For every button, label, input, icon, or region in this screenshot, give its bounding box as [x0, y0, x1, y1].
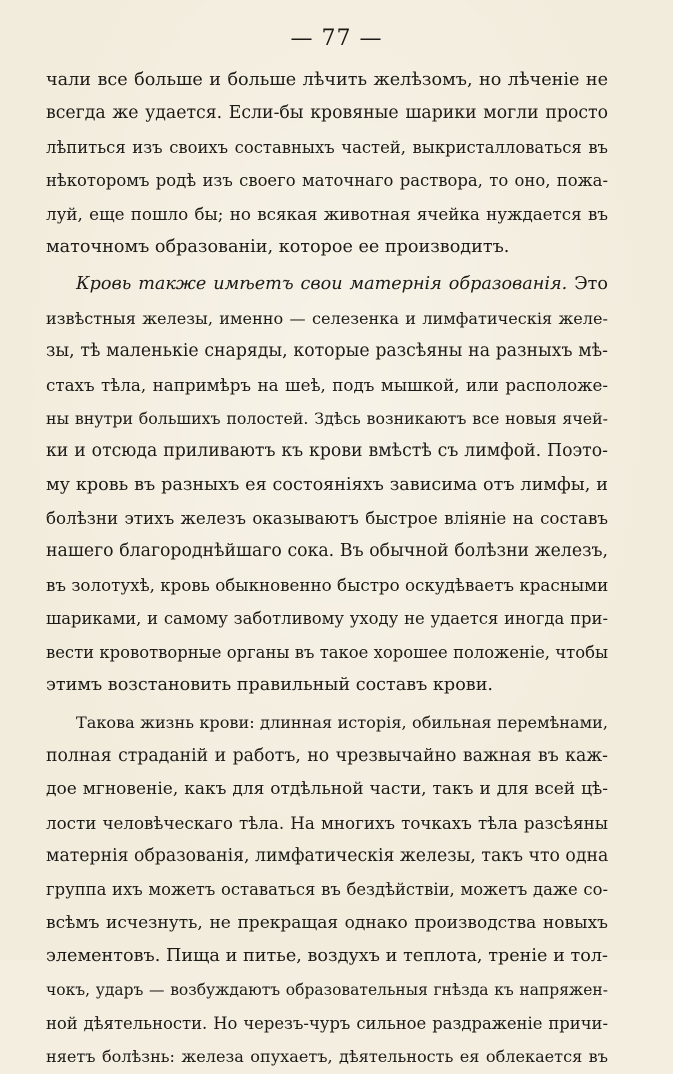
text-line: лости человѣческаго тѣла. На многихъ точкахъ тѣла разсѣяны — [46, 812, 608, 833]
text-line: шариками, и самому заботливому уходу не удается иногда при- — [46, 609, 608, 629]
paragraph-1 — [46, 64, 608, 264]
text-line-italic-lead — [46, 268, 608, 301]
text-line: въ золотухѣ, кровь обыкновенно быстро оскудѣваетъ красными — [46, 574, 608, 595]
text-line: матернія образованія, лимфатическія железы, такъ что одна — [46, 845, 608, 866]
page-number: — 77 — — [290, 26, 383, 51]
paragraph-2 — [46, 268, 608, 702]
text-line: стахъ тѣла, напримѣръ на шеѣ, подъ мышкой, или расположе- — [46, 374, 608, 395]
text-line: маточномъ образованіи, которое ее производитъ. — [46, 236, 510, 257]
body-text — [46, 64, 608, 1074]
text-line: няетъ болѣзнь: железа опухаетъ, дѣятельность ея облекается въ — [46, 1047, 608, 1067]
text-line: всегда же удается. Если-бы кровяные шарики могли просто — [46, 103, 608, 124]
text-line: ки и отсюда приливаютъ къ крови вмѣстѣ съ лимфой. Поэто- — [46, 441, 608, 462]
text-line: чокъ, ударъ — возбуждаютъ образовательныя гнѣзда къ напряжен- — [46, 980, 608, 999]
text-line: луй, еще пошло бы; но всякая животная ячейка нуждается въ — [46, 203, 608, 224]
text-line: болѣзни этихъ железъ оказываютъ быстрое вліяніе на составъ — [46, 508, 608, 529]
text-fragment: Это — [574, 274, 608, 295]
text-line: полная страданій и работъ, но чрезвычайно важная въ каж- — [46, 745, 608, 766]
italic-heading-phrase: Кровь также имѣетъ свои матернія образованія. — [76, 274, 568, 295]
text-line: извѣстныя железы, именно — селезенка и лимфатическія желе- — [46, 308, 608, 328]
text-line: Такова жизнь крови: длинная исторія, обильная перемѣнами, — [76, 713, 608, 733]
text-line: му кровь въ разныхъ ея состояніяхъ зависима отъ лимфы, и — [46, 474, 608, 495]
text-line: вести кровотворные органы въ такое хорошее положеніе, чтобы — [46, 642, 608, 662]
text-line: ной дѣятельности. Но черезъ-чуръ сильное раздраженіе причи- — [46, 1013, 608, 1033]
text-line: дое мгновеніе, какъ для отдѣльной части, такъ и для всей цѣ- — [46, 779, 608, 800]
text-line: ны внутри большихъ полостей. Здѣсь возникаютъ все новыя ячей- — [46, 408, 608, 428]
text-line: элементовъ. Пища и питье, воздухъ и теплота, треніе и тол- — [46, 946, 608, 967]
text-line: нашего благороднѣйшаго сока. Въ обычной болѣзни железъ, — [46, 541, 608, 562]
text-line: лѣпиться изъ своихъ составныхъ частей, выкристалловаться въ — [46, 137, 608, 157]
text-line: зы, тѣ маленькіе снаряды, которые разсѣяны на разныхъ мѣ- — [46, 341, 608, 362]
text-line: чали все больше и больше лѣчить желѣзомъ, но лѣченіе не — [46, 70, 608, 90]
paragraph-3 — [46, 706, 608, 1073]
text-line: группа ихъ можетъ оставаться въ бездѣйствіи, можетъ даже со- — [46, 880, 608, 900]
text-line: нѣкоторомъ родѣ изъ своего маточнаго раствора, то оно, пожа- — [46, 171, 608, 191]
text-line: этимъ возстановить правильный составъ крови. — [46, 675, 494, 696]
text-line: всѣмъ исчезнуть, не прекращая однако производства новыхъ — [46, 912, 608, 933]
